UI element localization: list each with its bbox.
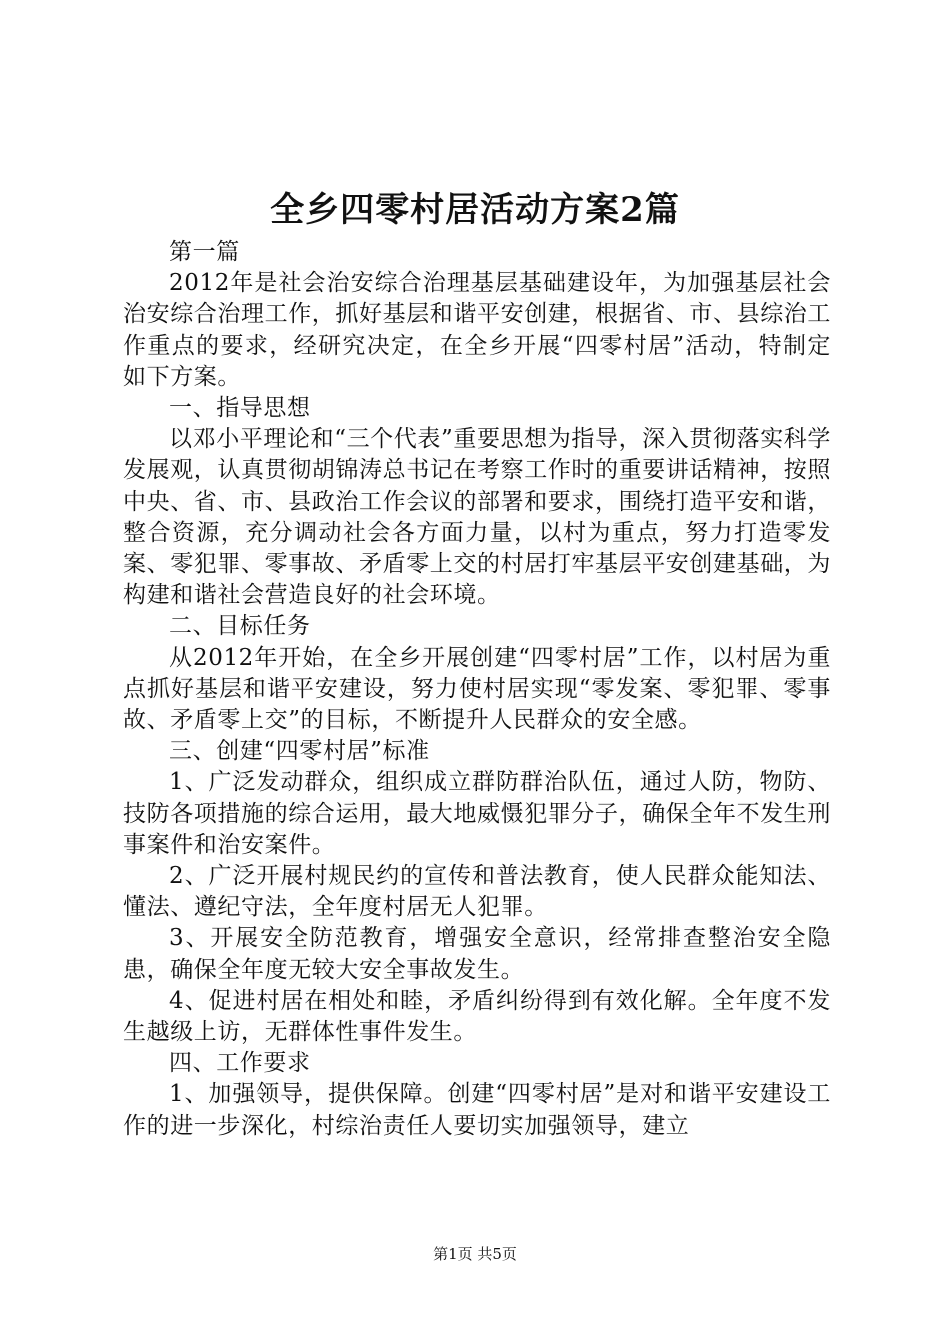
requirement-item-1: 1、加强领导，提供保障。创建“四零村居”是对和谐平安建设工作的进一步深化，村综治责任人要切实加强领导，建立 — [123, 1081, 831, 1139]
heading-work-requirements: 四、工作要求 — [169, 1050, 311, 1077]
heading-standards: 三、创建“四零村居”标准 — [169, 738, 430, 765]
heading-guiding-ideology: 一、指导思想 — [169, 395, 311, 422]
standard-item-3: 3、开展安全防范教育，增强安全意识，经常排查整治安全隐患，确保全年度无较大安全事故发生。 — [123, 925, 831, 983]
standard-item-1: 1、广泛发动群众，组织成立群防群治队伍，通过人防，物防、技防各项措施的综合运用，最大地威慑犯罪分子，确保全年不发生刑事案件和治安案件。 — [123, 769, 831, 858]
section-label-part-one: 第一篇 — [169, 239, 240, 265]
guiding-ideology-paragraph: 以邓小平理论和“三个代表”重要思想为指导，深入贯彻落实科学发展观，认真贯彻胡锦涛总书记在考察工作时的重要讲话精神，按照中央、省、市、县政治工作会议的部署和要求，围绕打造平安和谐，整合资源，充分调动社会各方面力量，以村为重点，努力打造零发案、零犯罪、零事故、矛盾零上交的村居打牢基层平安创建基础，为构建和谐社会营造良好的社会环境。 — [123, 426, 831, 609]
standard-item-2: 2、广泛开展村规民约的宣传和普法教育，使人民群众能知法、懂法、遵纪守法，全年度村居无人犯罪。 — [123, 863, 831, 921]
goals-tasks-paragraph: 从2012年开始，在全乡开展创建“四零村居”工作，以村居为重点抓好基层和谐平安建设，努力使村居实现“零发案、零犯罪、零事故、矛盾零上交”的目标，不断提升人民群众的安全感。 — [123, 644, 831, 734]
heading-goals-tasks: 二、目标任务 — [169, 613, 311, 640]
document-title: 全乡四零村居活动方案2篇 — [270, 190, 680, 230]
standard-item-4: 4、促进村居在相处和睦，矛盾纠纷得到有效化解。全年度不发生越级上访，无群体性事件发生。 — [123, 987, 831, 1046]
intro-paragraph: 2012年是社会治安综合治理基层基础建设年，为加强基层社会治安综合治理工作，抓好基层和谐平安创建，根据省、市、县综治工作重点的要求，经研究决定，在全乡开展“四零村居”活动，特制定如下方案。 — [123, 270, 831, 390]
page-footer: 第1页 共5页 — [433, 1245, 517, 1263]
document-body — [123, 237, 831, 1142]
